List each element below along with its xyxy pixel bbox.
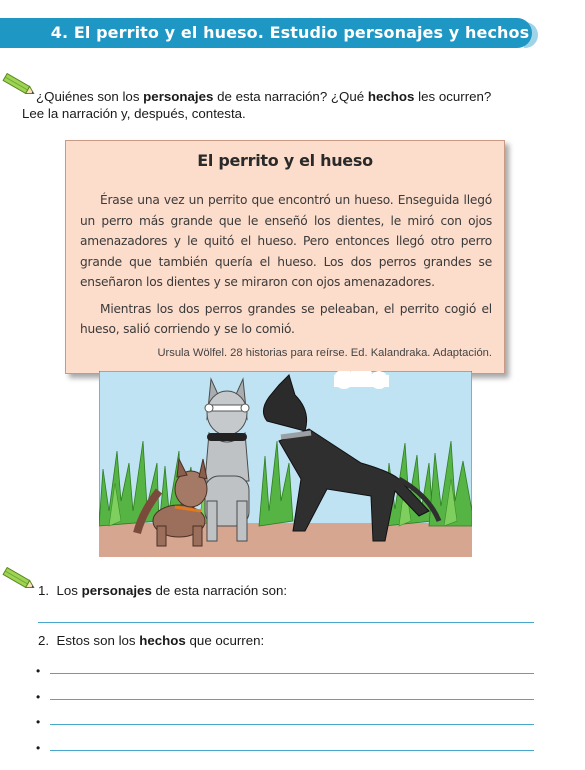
reading-paragraph: Érase una vez un perrito que encontró un hueso. Enseguida llegó un perro más grande que le enseñó los dientes, le miró con ojos amenazadores y le quitó el hueso. Pero entonces llegó otro perro grande que también quería el hueso. Los dos perros grandes se enseñaron los dientes y se miraron con ojos amenazadores. [80, 193, 492, 289]
bullet: • [36, 715, 41, 729]
question-2: 2. Estos son los hechos que ocurren: [38, 633, 265, 648]
answer-line-1[interactable] [38, 622, 534, 623]
pencil-icon [1, 564, 37, 594]
question-1: 1. Los personajes de esta narración son: [38, 583, 288, 598]
reading-paragraph: Mientras los dos perros grandes se peleaban, el perrito cogió el hueso, salió corriendo y se lo comió. [80, 301, 492, 336]
header-banner [0, 18, 532, 48]
page-title: 4. El perrito y el hueso. Estudio personajes y hechos [50, 23, 530, 42]
answer-line-3[interactable] [50, 699, 534, 700]
bullet: • [36, 690, 41, 704]
intro-question: ¿Quiénes son los personajes de esta narración? ¿Qué hechos les ocurren? [36, 89, 492, 104]
cloud-icon [334, 371, 389, 389]
answer-line-5[interactable] [50, 750, 534, 751]
instruction-text [22, 89, 537, 122]
dogs-illustration [99, 371, 472, 557]
grey-dog-icon [205, 379, 249, 541]
answer-line-2[interactable] [50, 673, 534, 674]
intro-instruction: Lee la narración y, después, contesta. [22, 105, 246, 121]
bullet: • [36, 741, 41, 755]
bullet: • [36, 664, 41, 678]
reading-source: Ursula Wölfel. 28 historias para reírse. Ed. Kalandraka. Adaptación. [157, 347, 492, 359]
reading-text [80, 190, 492, 340]
answer-line-4[interactable] [50, 724, 534, 725]
reading-title: El perrito y el hueso [197, 151, 373, 170]
reading-card [65, 140, 505, 374]
